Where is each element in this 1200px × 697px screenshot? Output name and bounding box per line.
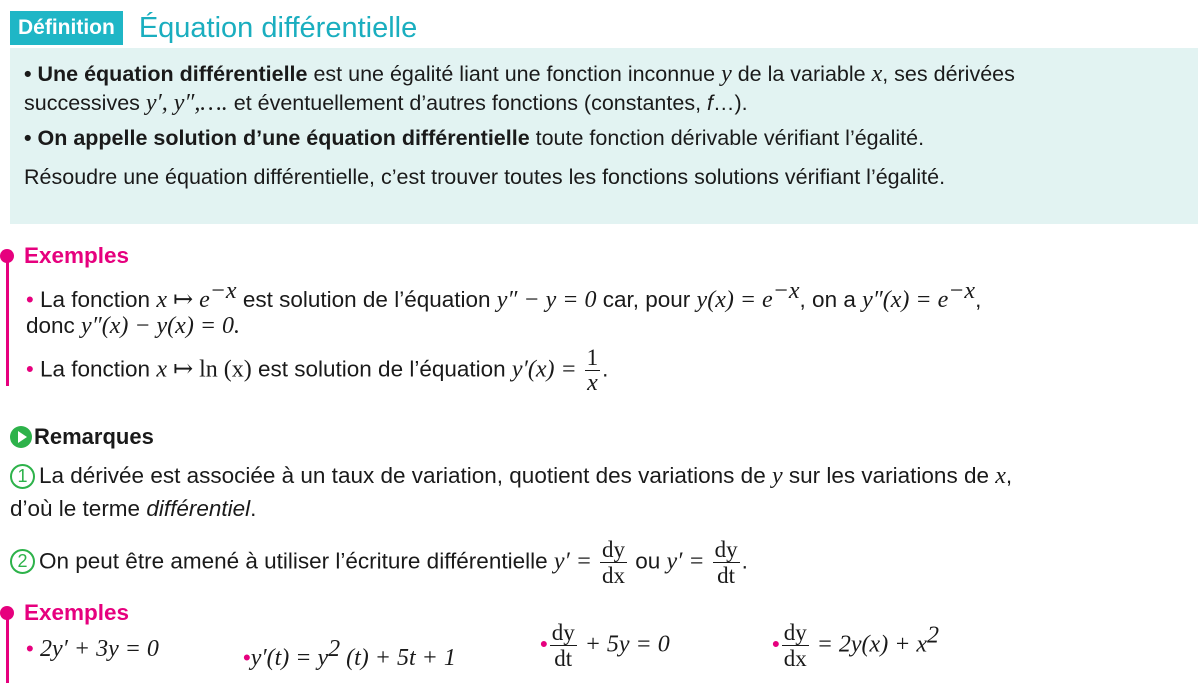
bullet-icon: • <box>772 631 780 657</box>
remark-2-line <box>10 537 748 588</box>
text: , ses dérivées <box>882 62 1015 86</box>
math-equation: 2y′ + 3y = 0 <box>39 636 159 662</box>
text: et éventuellement d’autres fonctions (constantes, <box>227 91 708 115</box>
definition-box <box>10 48 1198 224</box>
example-1-line-1 <box>26 276 981 315</box>
math-map: x ↦ e <box>156 287 210 313</box>
fraction-numerator: dy <box>551 620 575 645</box>
text: La fonction <box>39 287 157 312</box>
bullet-icon: • <box>540 631 548 657</box>
bold-term: équation différentielle <box>84 62 308 86</box>
text: de la variable <box>731 62 872 86</box>
text: est solution de l’équation <box>251 356 512 382</box>
text: . <box>602 356 609 382</box>
definition-paragraph-3: Résoudre une équation différentielle, c’est trouver toutes les fonctions solutions vérifiant l’égalité. <box>24 165 946 189</box>
math-def: y(x) = e <box>696 287 773 313</box>
math-y: y <box>721 61 732 87</box>
fraction <box>550 620 577 671</box>
math-derivatives: y′, y″,…. <box>145 90 228 116</box>
fraction-numerator: dy <box>601 537 625 562</box>
text: sur les variations de <box>782 463 996 488</box>
math-equation: y′(x) = <box>511 356 583 383</box>
bullet-text: • Une <box>24 62 85 86</box>
math-exponent: −x <box>948 278 976 304</box>
italic-term: différentiel <box>146 496 251 521</box>
text: successives <box>24 91 146 115</box>
fraction-denominator: x <box>587 370 598 396</box>
math-ln: ln (x) <box>199 356 252 383</box>
text: ou <box>628 548 667 574</box>
bullet-text: • On appelle <box>24 126 154 150</box>
math-equation: y′(t) = y <box>250 645 329 671</box>
fraction-numerator: 1 <box>586 345 599 370</box>
math-x: x <box>995 463 1006 489</box>
text: , <box>975 287 982 312</box>
fraction <box>713 537 740 588</box>
text: …). <box>713 91 748 115</box>
fraction-numerator: dy <box>714 537 738 562</box>
remark-1-line-1 <box>10 461 1012 491</box>
fraction-denominator: dt <box>554 646 573 671</box>
bullet-icon: • <box>26 636 34 661</box>
number-circle-icon: 2 <box>10 549 35 574</box>
bullet-icon: • <box>26 287 34 312</box>
text: . <box>741 548 748 574</box>
text: d’où le terme <box>10 496 147 521</box>
math-equation: = 2y(x) + x <box>810 631 928 658</box>
example-eq-2 <box>243 634 456 673</box>
math-equation: + 5y = 0 <box>578 631 670 658</box>
examples-pin-line <box>6 256 9 386</box>
remarks-title: Remarques <box>34 424 154 449</box>
example-eq-1 <box>26 634 159 664</box>
fraction <box>585 345 601 396</box>
text: car, pour <box>596 287 697 312</box>
page-title: Équation différentielle <box>138 12 418 44</box>
math-exponent: 2 <box>927 622 940 649</box>
math-x: x <box>871 61 883 87</box>
bullet-icon: • <box>26 356 34 382</box>
definition-paragraph-2 <box>24 124 1188 153</box>
text: La fonction <box>39 356 157 382</box>
fraction-denominator: dx <box>783 646 807 671</box>
example-eq-3 <box>540 620 670 671</box>
text: est une égalité liant une fonction inconnue <box>307 62 722 86</box>
play-icon <box>10 426 32 448</box>
math-equation: y″ − y = 0 <box>496 287 597 313</box>
math-f: f <box>707 91 713 115</box>
text: donc <box>26 313 82 338</box>
math-y: y <box>771 463 783 489</box>
bullet-icon: • <box>243 645 251 670</box>
remarks-header <box>10 422 154 452</box>
examples-title: Exemples <box>24 243 130 268</box>
math-derivative: y′ = <box>553 548 598 575</box>
example-1-line-2 <box>26 311 240 341</box>
math-equation: y″(x) − y(x) = 0. <box>81 313 241 339</box>
examples-pin-line <box>6 613 9 683</box>
definition-paragraph-1 <box>24 60 1188 118</box>
fraction-numerator: dy <box>783 620 807 645</box>
math-exponent: −x <box>209 278 237 304</box>
text: On peut être amené à utiliser l’écriture différentielle <box>39 548 554 574</box>
example-eq-4 <box>772 620 939 671</box>
definition-header <box>10 8 417 48</box>
text: La dérivée est associée à un taux de variation, quotient des variations de <box>39 463 772 488</box>
number-circle-icon: 1 <box>10 464 35 489</box>
fraction <box>600 537 627 588</box>
text: est solution de l’équation <box>236 287 497 312</box>
text: , on a <box>799 287 863 312</box>
fraction <box>782 620 809 671</box>
fraction-denominator: dt <box>717 563 736 588</box>
bold-term: solution d’une équation différentielle <box>153 126 530 150</box>
fraction-denominator: dx <box>601 563 625 588</box>
definition-badge: Définition <box>10 11 123 45</box>
math-second-derivative: y″(x) = e <box>862 287 949 313</box>
math-derivative: y′ = <box>666 548 711 575</box>
text: . <box>250 496 257 521</box>
remark-1-line-2 <box>10 494 256 524</box>
math-exponent: 2 <box>328 636 341 662</box>
examples-title: Exemples <box>24 600 130 625</box>
text: toute fonction dérivable vérifiant l’égalité. <box>529 126 925 150</box>
example-2-line <box>26 345 608 396</box>
text: , <box>1005 463 1013 488</box>
math-map: x ↦ <box>156 356 200 383</box>
math-equation: (t) + 5t + 1 <box>340 645 456 671</box>
math-exponent: −x <box>772 278 800 304</box>
